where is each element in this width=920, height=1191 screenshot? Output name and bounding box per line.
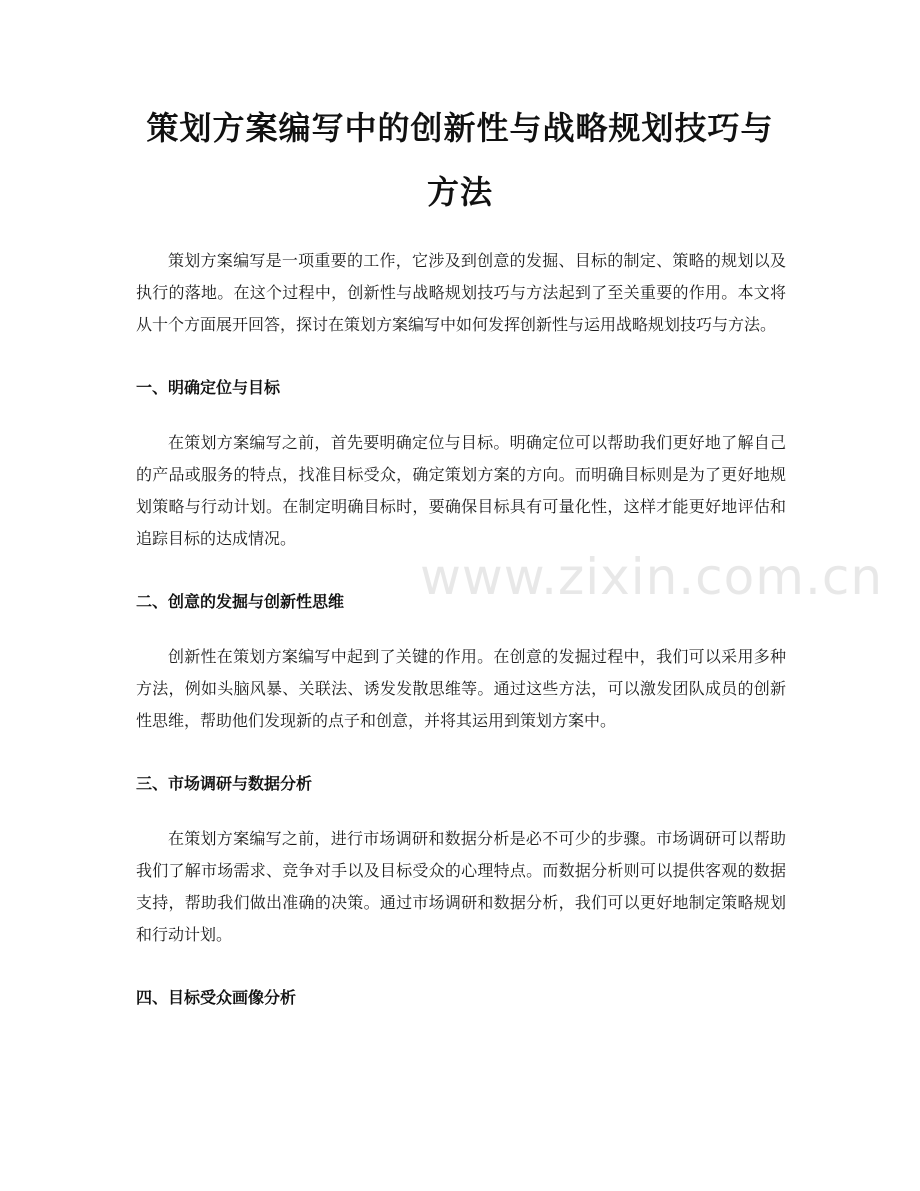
document-body [136,245,786,1014]
watermark: www.zixin.com.cn [420,548,884,606]
document-title [120,96,800,224]
section-paragraph-1: 在策划方案编写之前，首先要明确定位与目标。明确定位可以帮助我们更好地了解自己的产品或服务的特点，找准目标受众，确定策划方案的方向。而明确目标则是为了更好地规划策略与行动计划。在制定明确目标时，要确保目标具有可量化性，这样才能更好地评估和追踪目标的达成情况。 [136,433,786,548]
section-heading-2: 二、创意的发掘与创新性思维 [136,592,345,611]
section-heading-1: 一、明确定位与目标 [136,378,281,397]
section-heading-3: 三、市场调研与数据分析 [136,774,313,793]
section-paragraph-2: 创新性在策划方案编写中起到了关键的作用。在创意的发掘过程中，我们可以采用多种方法，例如头脑风暴、关联法、诱发发散思维等。通过这些方法，可以激发团队成员的创新性思维，帮助他们发现新的点子和创意，并将其运用到策划方案中。 [136,647,786,730]
intro-paragraph: 策划方案编写是一项重要的工作，它涉及到创意的发掘、目标的制定、策略的规划以及执行的落地。在这个过程中，创新性与战略规划技巧与方法起到了至关重要的作用。本文将从十个方面展开回答，探讨在策划方案编写中如何发挥创新性与运用战略规划技巧与方法。 [136,251,786,334]
section-heading-4: 四、目标受众画像分析 [136,988,297,1007]
section-paragraph-3: 在策划方案编写之前，进行市场调研和数据分析是必不可少的步骤。市场调研可以帮助我们了解市场需求、竞争对手以及目标受众的心理特点。而数据分析则可以提供客观的数据支持，帮助我们做出准确的决策。通过市场调研和数据分析，我们可以更好地制定策略规划和行动计划。 [136,829,786,944]
title-line-2: 方法 [426,173,493,211]
title-line-1: 策划方案编写中的创新性与战略规划技巧与 [146,109,774,147]
